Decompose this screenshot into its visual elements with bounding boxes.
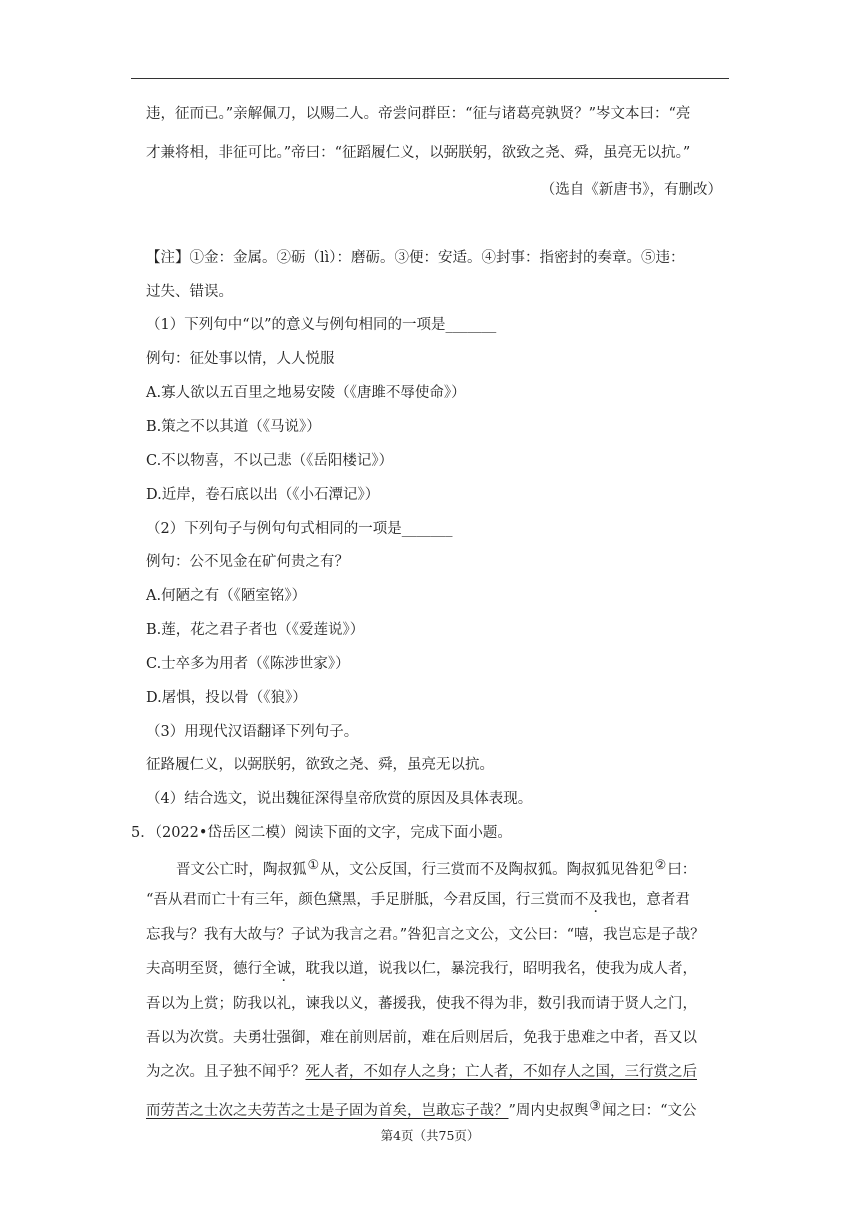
question-1-option-c: C.不以物喜，不以己悲（《岳阳楼记》） (146, 453, 394, 469)
passage-line: 晋文公亡时，陶叔狐①从，文公反国，行三赏而不及陶叔狐。陶叔狐见咎犯②曰： (176, 858, 697, 878)
note-marker: ② (654, 858, 667, 873)
passage-line: 吾以为上赏；防我以礼，谏我以义，蕃援我，使我不得为非，数引我而请于贤人之门， (146, 996, 697, 1012)
page-footer: 第4页（共75页） (380, 1128, 480, 1143)
header-rule (131, 78, 729, 79)
question-3-sentence: 征路履仁义，以弼朕躬，欲致之尧、舜，虽亮无以抗。 (146, 757, 494, 773)
question-4-stem: （4）结合选文，说出魏征深得皇帝欣赏的原因及具体表现。 (146, 791, 533, 807)
passage-line: 才兼将相，非征可比。”帝曰：“征蹈履仁义，以弼朕躬，欲致之尧、舜，虽亮无以抗。” (146, 145, 691, 161)
notes-line: 【注】①金：金属。②砺（lì）：磨砺。③便：安适。④封事：指密封的奏章。⑤违： (146, 250, 685, 266)
problem-5-header: 5．（2022•岱岳区二模）阅读下面的文字，完成下面小题。 (131, 825, 512, 841)
question-1-stem: （1）下列句中“以”的意义与例句相同的一项是_______ (146, 317, 497, 333)
note-marker: ① (307, 858, 320, 873)
question-2-example: 例句：公不见金在矿何贵之有？ (146, 554, 349, 570)
question-2-option-c: C.士卒多为用者（《陈涉世家》） (146, 656, 350, 672)
passage-line: 忘我与？我有大故与？子试为我言之君。”咎犯言之文公，文公曰：“嘻，我岂忘是子哉？ (146, 927, 705, 943)
source-citation: （选自《新唐书》，有删改） (540, 182, 722, 198)
question-2-option-a: A.何陋之有（《陋室铭》） (146, 588, 307, 604)
passage-line: “吾从君而亡十有三年，颜色黛黑，手足胼胝，今君反国，行三赏而不及我也，意者君 (146, 892, 690, 908)
question-2-option-d: D.屠惧，投以骨（《狼》） (146, 690, 307, 706)
notes-line: 过失、错误。 (146, 284, 233, 300)
question-3-stem: （3）用现代汉语翻译下列句子。 (146, 724, 359, 740)
question-1-option-b: B.策之不以其道（《马说》） (146, 419, 321, 435)
passage-line: 违，征而已。”亲解佩刀，以赐二人。帝尝问群臣：“征与诸葛亮孰贤？”岑文本曰：“亮 (146, 106, 691, 122)
question-2-stem: （2）下列句子与例句句式相同的一项是_______ (146, 521, 453, 537)
underlined-sentence: 死人者，不如存人之身；亡人者，不如存人之国，三行赏之后 (305, 1064, 697, 1080)
underlined-sentence: 而劳苦之士次之夫劳苦之士是子固为首矣，岂敢忘子哉？ (146, 1103, 509, 1119)
passage-line: 而劳苦之士次之夫劳苦之士是子固为首矣，岂敢忘子哉？”周内史叔舆③闻之曰：“文公 (146, 1099, 697, 1119)
passage-line: 吾以为次赏。夫勇壮强御，难在前则居前，难在后则居后，免我于患难之中者，吾又以 (146, 1030, 697, 1046)
question-1-option-a: A.寡人欲以五百里之地易安陵（《唐雎不辱使命》） (146, 385, 466, 401)
question-2-option-b: B.莲，花之君子者也（《爱莲说》） (146, 622, 365, 638)
passage-line: 为之次。且子独不闻乎？死人者，不如存人之身；亡人者，不如存人之国，三行赏之后 (146, 1064, 697, 1080)
note-marker: ③ (589, 1099, 602, 1114)
question-1-example: 例句：征处事以情，人人悦服 (146, 351, 335, 367)
emphasis-dot-char: 及 (588, 892, 603, 908)
question-1-option-d: D.近岸，卷石底以出（《小石潭记》） (146, 487, 380, 503)
emphasis-dot-char: 诚 (276, 961, 291, 977)
passage-line: 夫高明至贤，德行全诚，耽我以道，说我以仁，暴浣我行，昭明我名，使我为成人者， (146, 961, 697, 977)
